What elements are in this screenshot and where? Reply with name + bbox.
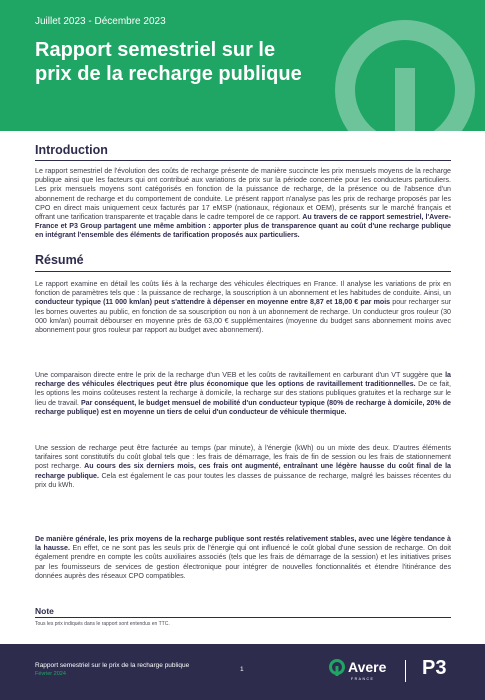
summary-paragraph-1 xyxy=(35,280,451,335)
header-banner xyxy=(0,0,485,131)
summary-paragraph-4 xyxy=(35,535,451,581)
page-title: Rapport semestriel sur le prix de la recharge publique xyxy=(35,39,302,85)
note-text: Tous les prix indiqués dans le rapport sont entendus en TTC. xyxy=(35,621,170,627)
report-period: Juillet 2023 - Décembre 2023 xyxy=(35,16,166,27)
intro-emphasis: Au travers de ce rapport semestriel, l'Avere-France et P3 Group partagent une même ambition : apporter plus de transparence quant au coût d'une recharge publique en intégrant l'ensemble des éléments de tarification proposés aux particuliers. xyxy=(35,213,451,240)
intro-paragraph xyxy=(35,167,451,241)
section-divider xyxy=(35,160,451,161)
summary-text: pour recharger sur les bornes ouvertes au public, en fonction de sa souscription ou non à un abonnement de recharge. Un conducteur gros rouleur (30 000 km/an) pourrait débourser en moyenne près de 63,00 € supplémentaires (moyenne du budget sans abonnement moins avec abonnement pour gros rouleur par rapport au budget avec abonnement). xyxy=(35,298,451,335)
section-title-summary: Résumé xyxy=(35,253,84,267)
p3-logo: P3 xyxy=(422,657,447,679)
summary-text: Une comparaison directe entre le prix de la recharge d'un VEB et les coûts de ravitaillement en carburant d'un VT suggère que xyxy=(35,371,443,379)
page-number: 1 xyxy=(240,666,244,673)
summary-text: Cela est également le cas pour toutes les classes de puissance de recharge, malgré les baisses récentes du prix du kWh. xyxy=(35,471,451,489)
footer-report-title: Rapport semestriel sur le prix de la recharge publique xyxy=(35,662,190,669)
avere-logo-text: Avere xyxy=(348,659,387,675)
summary-text: Une session de recharge peut être facturée au temps (par minute), à l'énergie (kWh) ou un mixte des deux. D'autres éléments tarifaires sont constitutifs du coût global tels que : les frais de démarrage, les frais de fin de session ou les frais de stationnement post recharge. xyxy=(35,444,451,471)
summary-emphasis: De manière générale, les prix moyens de la recharge publique sont restés relativement stables, avec une légère tendance à la hausse. xyxy=(35,535,451,553)
section-divider xyxy=(35,617,451,618)
section-divider xyxy=(35,271,451,272)
footer-date: Février 2024 xyxy=(35,671,66,677)
summary-emphasis: la recharge des véhicules électriques peut être plus économique que les options de ravitaillement traditionnelles. xyxy=(35,371,451,389)
summary-emphasis: Par conséquent, le budget mensuel de mobilité d'un conducteur typique (80% de recharge à domicile, 20% de recharge publique) est en moyenne un tiers de celui d'un conducteur de véhicule thermique. xyxy=(35,398,451,416)
page-footer xyxy=(0,644,485,700)
summary-paragraph-2 xyxy=(35,371,451,417)
note-title: Note xyxy=(35,606,54,616)
summary-emphasis: conducteur typique (11 000 km/an) peut s'attendre à dépenser en moyenne entre 8,87 et 18,00 € par mois xyxy=(35,298,391,307)
summary-text: En effet, ce ne sont pas les seuls prix de l'énergie qui ont influencé le coût global d'une session de recharge. On doit également prendre en compte les coûts auxiliaires associés (tels que les frais de démarrage de la session) et les initiatives prises par les fournisseurs de services de gestion électronique pour intégrer de nouvelles fonctionnalités et étendre l'itinérance des données auprès des réseaux CPO compatibles. xyxy=(35,544,451,580)
footer-divider xyxy=(405,660,406,682)
avere-logo-icon xyxy=(328,658,346,676)
summary-emphasis: Au cours des six derniers mois, ces frais ont augmenté, entraînant une légère hausse du coût final de la recharge publique. xyxy=(35,462,451,480)
summary-text: Le rapport examine en détail les coûts liés à la recharge des véhicules électriques en France. Il analyse les variations de prix en fonction de paramètres tels que : la puissance de recharge, la souscription à un abonnement et les habitudes de conduite. Ainsi, un xyxy=(35,280,451,298)
summary-paragraph-3 xyxy=(35,444,451,490)
avere-logo-subtitle: FRANCE xyxy=(351,677,375,681)
summary-text: De ce fait, les options les moins coûteuses restent la recharge à domicile, la recharge sur des stations publiques gratuites et la recharge sur le lieu de travail. xyxy=(35,380,451,407)
intro-text: Le rapport semestriel de l'évolution des coûts de recharge présente de manière succincte les prix mensuels moyens de la recharge publique ainsi que les facteurs qui ont contribué aux variations de prix sur la période concernée pour les conducteurs particuliers. Les prix mensuels moyens sont catégorisés en fonction de la puissance de recharge, de la présence ou de l'absence d'un abonnement de recharge et du comportement de conduite. Le présent rapport n'analyse pas les prix de recharge proposés par les CPO en direct mais uniquement ceux facturés par 17 eMSP (nationaux, régionaux et OEM), présents sur le marché français et offrant une tarification transparente et traçable dans le cadre temporel de ce rapport. xyxy=(35,167,451,222)
section-title-introduction: Introduction xyxy=(35,143,108,157)
